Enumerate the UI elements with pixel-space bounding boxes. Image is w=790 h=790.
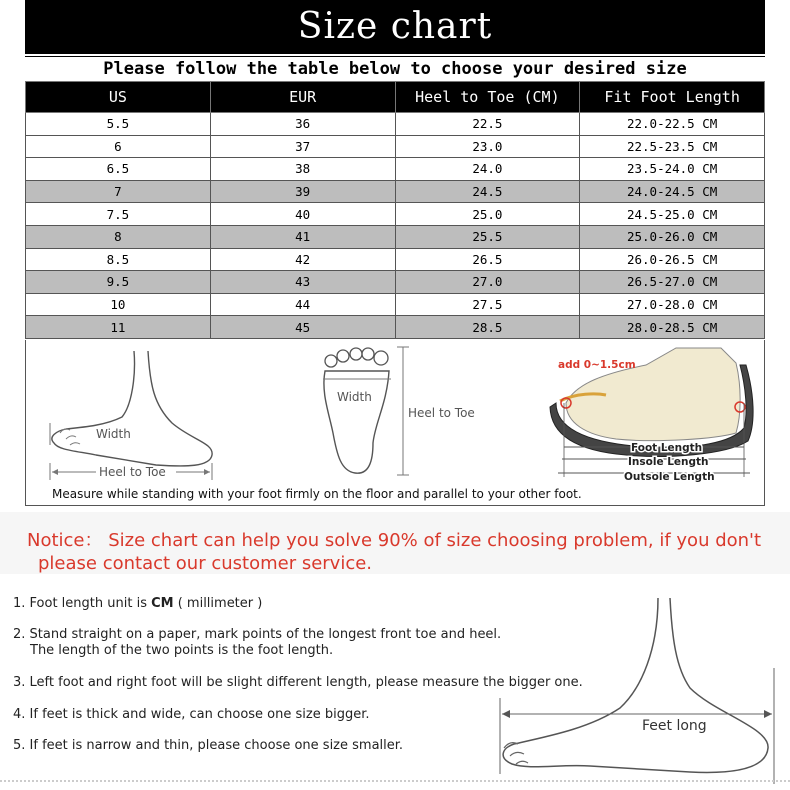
cell-us: 6.5 <box>26 158 211 181</box>
notice-banner <box>0 512 790 574</box>
shoe-cross-section-illustration <box>536 343 761 485</box>
column-header-eur: EUR <box>210 82 395 113</box>
top-heel-to-toe-label: Heel to Toe <box>408 406 475 420</box>
page-subtitle: Please follow the table below to choose your desired size <box>25 56 765 82</box>
top-width-label: Width <box>337 390 372 404</box>
cell-eur: 43 <box>210 271 395 294</box>
cell-us: 9.5 <box>26 271 211 294</box>
instruction-3: 3. Left foot and right foot will be slight different length, please measure the bigger one. <box>13 675 583 690</box>
notice-line-1: Notice： Size chart can help you solve 90% of size choosing problem, if you don't <box>27 530 762 551</box>
cell-eur: 36 <box>210 113 395 136</box>
cell-us: 10 <box>26 293 211 316</box>
table-row <box>26 158 765 181</box>
cell-eur: 42 <box>210 248 395 271</box>
instruction-1-suffix: ( millimeter ) <box>173 596 263 611</box>
shoe-outsole-length-label: Outsole Length <box>624 471 715 483</box>
cell-fit-length: 22.5-23.5 CM <box>580 135 765 158</box>
cell-fit-length: 25.0-26.0 CM <box>580 225 765 248</box>
table-row <box>26 113 765 136</box>
bottom-divider <box>0 780 790 788</box>
cell-heel-to-toe: 23.0 <box>395 135 580 158</box>
cell-fit-length: 24.0-24.5 CM <box>580 180 765 203</box>
page-title: Size chart <box>25 0 765 54</box>
instruction-4: 4. If feet is thick and wide, can choose one size bigger. <box>13 707 370 722</box>
cell-eur: 45 <box>210 316 395 339</box>
measure-diagrams <box>25 340 765 506</box>
cell-us: 11 <box>26 316 211 339</box>
cell-us: 8 <box>26 225 211 248</box>
cell-fit-length: 23.5-24.0 CM <box>580 158 765 181</box>
cell-heel-to-toe: 26.5 <box>395 248 580 271</box>
column-header-us: US <box>26 82 211 113</box>
cell-heel-to-toe: 27.0 <box>395 271 580 294</box>
table-row <box>26 180 765 203</box>
cell-eur: 39 <box>210 180 395 203</box>
side-heel-to-toe-label: Heel to Toe <box>99 465 166 479</box>
side-foot-illustration <box>36 345 236 485</box>
table-row <box>26 225 765 248</box>
table-header-row <box>26 82 765 113</box>
shoe-foot-length-label: Foot Length <box>631 442 703 454</box>
cell-eur: 44 <box>210 293 395 316</box>
shoe-insole-length-label: Insole Length <box>628 456 709 468</box>
instruction-1 <box>13 596 262 612</box>
cell-heel-to-toe: 28.5 <box>395 316 580 339</box>
table-row <box>26 203 765 226</box>
table-row <box>26 293 765 316</box>
shoe-add-label: add 0~1.5cm <box>558 359 636 371</box>
top-foot-illustration <box>311 343 491 483</box>
cell-fit-length: 27.0-28.0 CM <box>580 293 765 316</box>
cell-heel-to-toe: 25.5 <box>395 225 580 248</box>
cell-us: 5.5 <box>26 113 211 136</box>
column-header-heel-to-toe: Heel to Toe (CM) <box>395 82 580 113</box>
cell-heel-to-toe: 27.5 <box>395 293 580 316</box>
cell-eur: 37 <box>210 135 395 158</box>
cell-eur: 40 <box>210 203 395 226</box>
notice-line-2: please contact our customer service. <box>38 553 373 574</box>
cell-fit-length: 24.5-25.0 CM <box>580 203 765 226</box>
cell-heel-to-toe: 22.5 <box>395 113 580 136</box>
cell-us: 8.5 <box>26 248 211 271</box>
cell-eur: 38 <box>210 158 395 181</box>
feet-long-label: Feet long <box>642 718 707 734</box>
instruction-1-prefix: 1. Foot length unit is <box>13 596 152 611</box>
cell-fit-length: 26.0-26.5 CM <box>580 248 765 271</box>
instruction-5: 5. If feet is narrow and thin, please choose one size smaller. <box>13 738 404 753</box>
instruction-2b: The length of the two points is the foot length. <box>30 643 334 658</box>
cell-us: 6 <box>26 135 211 158</box>
size-table <box>25 81 765 339</box>
cell-fit-length: 26.5-27.0 CM <box>580 271 765 294</box>
cell-us: 7.5 <box>26 203 211 226</box>
cell-us: 7 <box>26 180 211 203</box>
measure-caption: Measure while standing with your foot firmly on the floor and parallel to your other foot. <box>52 487 582 501</box>
table-row <box>26 271 765 294</box>
cell-heel-to-toe: 25.0 <box>395 203 580 226</box>
table-row <box>26 135 765 158</box>
cell-fit-length: 22.0-22.5 CM <box>580 113 765 136</box>
side-width-label: Width <box>96 427 131 441</box>
cell-heel-to-toe: 24.5 <box>395 180 580 203</box>
cell-fit-length: 28.0-28.5 CM <box>580 316 765 339</box>
cell-heel-to-toe: 24.0 <box>395 158 580 181</box>
table-row <box>26 316 765 339</box>
table-row <box>26 248 765 271</box>
instruction-2a: 2. Stand straight on a paper, mark points of the longest front toe and heel. <box>13 627 502 642</box>
feet-long-illustration <box>490 588 785 784</box>
instructions-section <box>0 574 790 790</box>
instruction-1-unit: CM <box>151 596 174 611</box>
cell-eur: 41 <box>210 225 395 248</box>
column-header-fit-foot-length: Fit Foot Length <box>580 82 765 113</box>
